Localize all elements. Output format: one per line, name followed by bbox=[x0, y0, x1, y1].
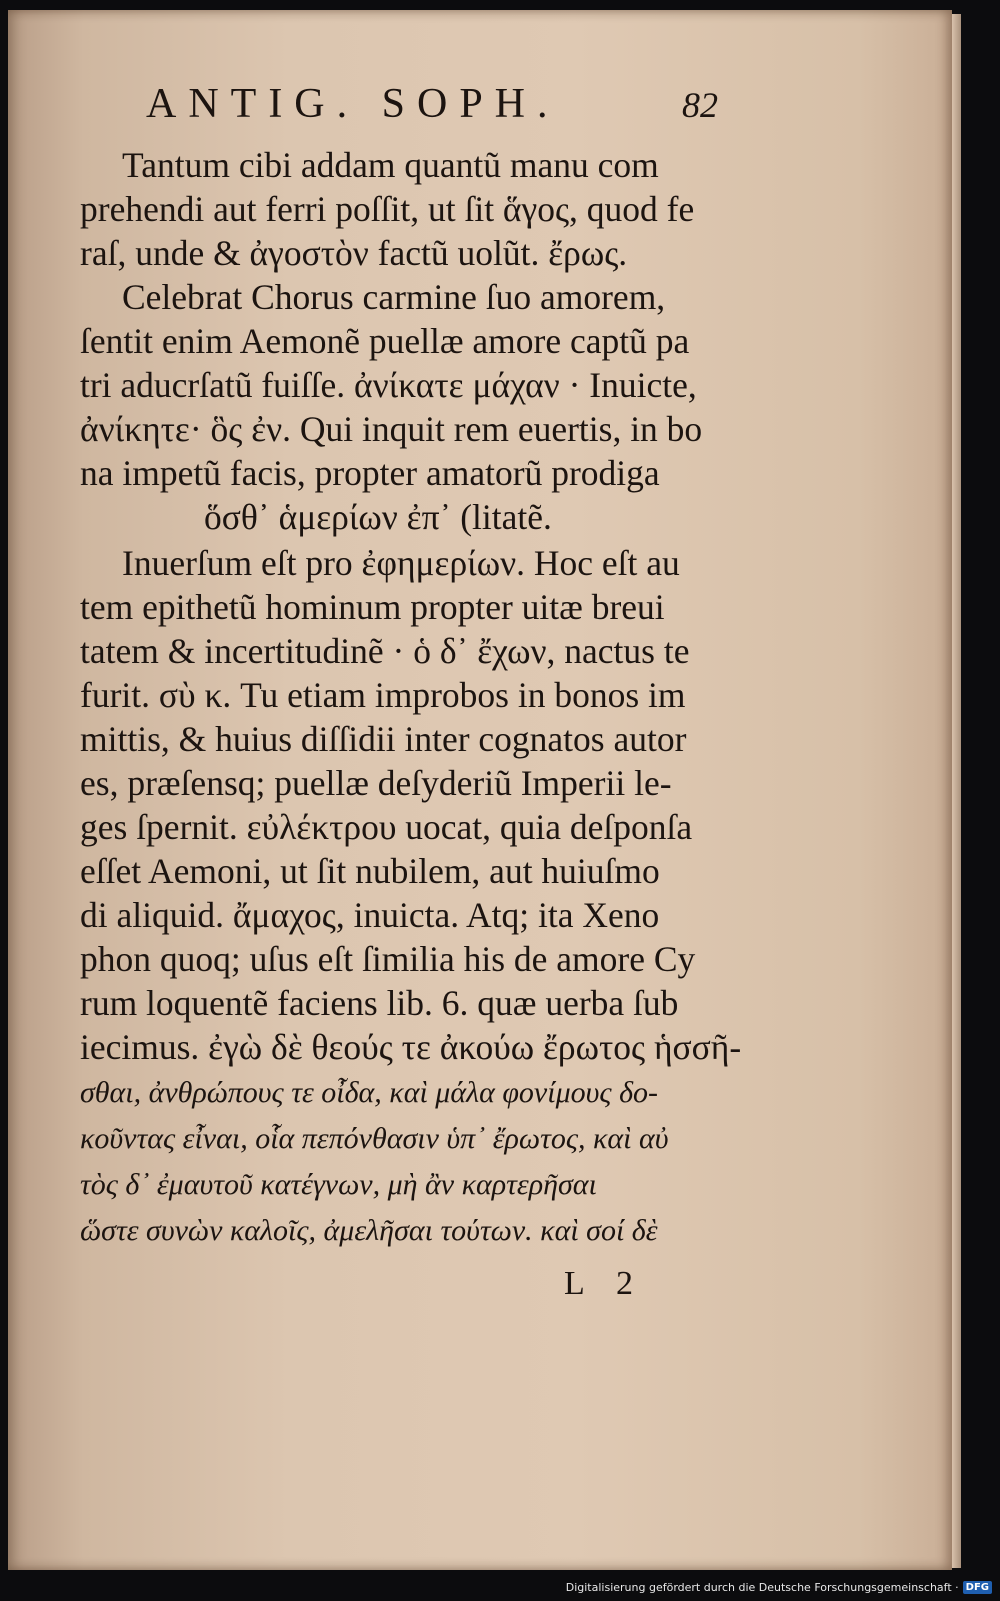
greek-text-line: σθαι, ἀνθρώπους τε οἶδα, καὶ μάλα φονίμους δο- bbox=[80, 1076, 659, 1109]
page-fore-edge bbox=[952, 14, 961, 1568]
text-line: Inuerſum eſt pro ἐφημερίων. Hoc eſt au bbox=[122, 543, 680, 583]
text-line: phon quoq; uſus eſt ſimilia his de amore Cy bbox=[80, 939, 696, 979]
greek-text-line: κοῦντας εἶναι, οἷα πεπόνθασιν ὑπ᾽ ἔρωτος, καὶ αὐ bbox=[80, 1122, 669, 1155]
text-line: rum loquentẽ faciens lib. 6. quæ uerba ſub bbox=[80, 983, 679, 1023]
text-line: furit. σὺ κ. Tu etiam improbos in bonos im bbox=[80, 675, 686, 715]
page-number: 82 bbox=[682, 85, 718, 125]
text-line: tri aducrſatũ fuiſſe. ἀνίκατε μάχαν · Inuicte, bbox=[80, 365, 697, 405]
text-line: Celebrat Chorus carmine ſuo amorem, bbox=[122, 277, 666, 317]
text-line: raſ, unde & ἀγοστὸν factũ uolũt. ἔρως. bbox=[80, 233, 628, 273]
dfg-logo-icon: DFG bbox=[963, 1581, 992, 1594]
text-line: ὅσθ᾽ ἁμερίων ἐπ᾽ (litatẽ. bbox=[204, 497, 552, 537]
text-line: es, præſensq; puellæ deſyderiũ Imperii le- bbox=[80, 763, 672, 803]
signature-mark: L 2 bbox=[564, 1265, 646, 1302]
text-line: eſſet Aemoni, ut ſit nubilem, aut huiuſmo bbox=[80, 851, 660, 891]
text-line: prehendi aut ferri poſſit, ut ſit ἅγος, quod fe bbox=[80, 189, 695, 229]
text-line: ſentit enim Aemonẽ puellæ amore captũ pa bbox=[80, 321, 690, 361]
text-line: iecimus. ἐγὼ δὲ θεούς τε ἀκούω ἔρωτος ἡσσῆ- bbox=[80, 1027, 742, 1067]
running-head bbox=[80, 80, 770, 140]
greek-text-line: τὸς δ᾽ ἐμαυτοῦ κατέγνων, μὴ ἂν καρτερῆσαι bbox=[80, 1168, 597, 1201]
digitization-footer bbox=[0, 1573, 1000, 1601]
text-line: na impetũ facis, propter amatorũ prodiga bbox=[80, 453, 660, 493]
text-line: mittis, & huius diſſidii inter cognatos autor bbox=[80, 719, 687, 759]
footer-credit: Digitalisierung gefördert durch die Deutsche Forschungsgemeinschaft · bbox=[565, 1580, 959, 1594]
text-line: di aliquid. ἄμαχος, inuicta. Atq; ita Xeno bbox=[80, 895, 660, 935]
greek-text-line: ὥστε συνὼν καλοῖς, ἀμελῆσαι τούτων. καὶ σοί δὲ bbox=[80, 1214, 658, 1247]
page-text-block bbox=[80, 80, 770, 1302]
text-line: tem epithetũ hominum propter uitæ breui bbox=[80, 587, 665, 627]
text-line: ἀνίκητε· ὃς ἐν. Qui inquit rem euertis, in bo bbox=[80, 409, 703, 449]
text-line: tatem & incertitudinẽ · ὁ δ᾽ ἔχων, nactus te bbox=[80, 631, 690, 671]
text-line: ges ſpernit. εὐλέκτρου uocat, quia deſponſa bbox=[80, 807, 693, 847]
text-line: Tantum cibi addam quantũ manu com bbox=[122, 145, 659, 185]
running-head-title: ANTIG. SOPH. bbox=[146, 81, 560, 127]
